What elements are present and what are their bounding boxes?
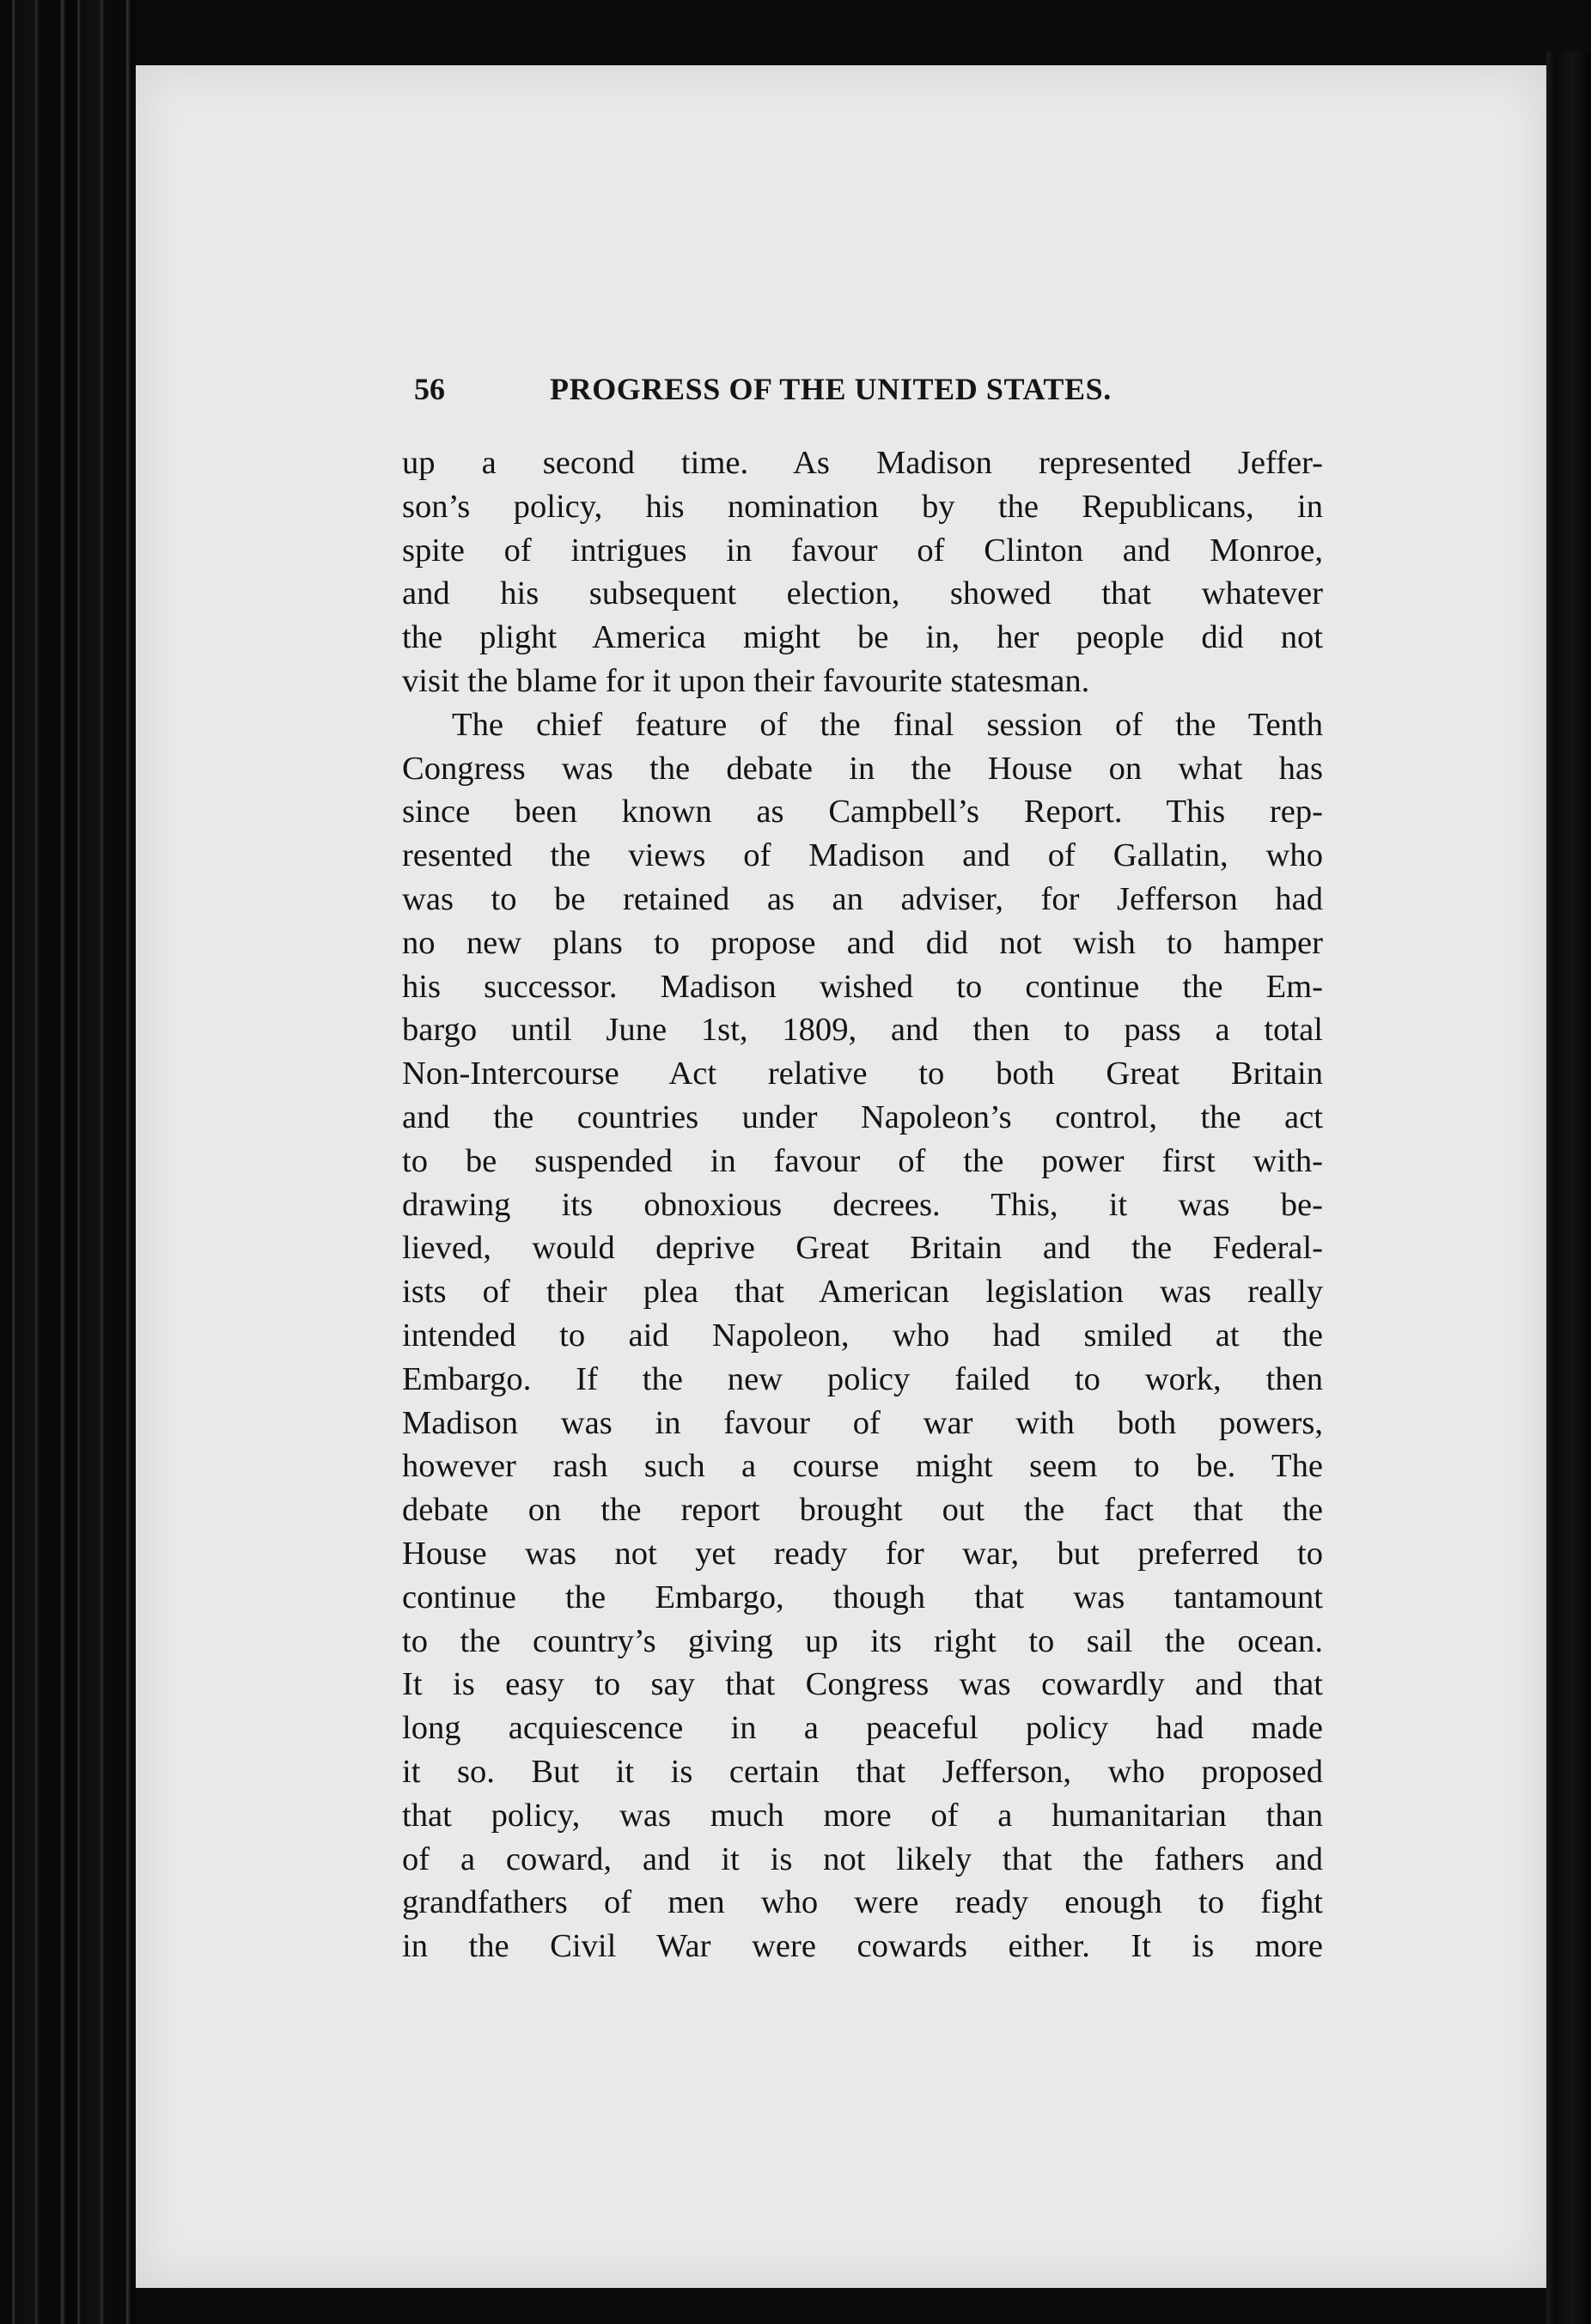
text-line: debate on the report brought out the fact that the	[402, 1492, 1323, 1529]
body-text	[402, 441, 1323, 1968]
text-line: that policy, was much more of a humanitarian than	[402, 1797, 1323, 1834]
text-line: it so. But it is certain that Jefferson, who proposed	[402, 1753, 1323, 1790]
text-line: in the Civil War were cowards either. It is more	[402, 1928, 1323, 1965]
text-line: ists of their plea that American legislation was really	[402, 1274, 1323, 1311]
text-line: and his subsequent election, showed that whatever	[402, 575, 1323, 612]
text-line: Congress was the debate in the House on what has	[402, 750, 1323, 787]
text-line: and the countries under Napoleon’s control, the act	[402, 1098, 1323, 1135]
text-line: Embargo. If the new policy failed to work, then	[402, 1360, 1323, 1397]
text-line: to be suspended in favour of the power first with-	[402, 1142, 1323, 1179]
text-line: resented the views of Madison and of Gallatin, who	[402, 837, 1323, 874]
text-line: drawing its obnoxious decrees. This, it was be-	[402, 1186, 1323, 1223]
text-line: to the country’s giving up its right to sail the ocean.	[402, 1622, 1323, 1659]
text-line: Non-Intercourse Act relative to both Great Britain	[402, 1056, 1323, 1092]
text-line: since been known as Campbell’s Report. This rep-	[402, 794, 1323, 830]
text-line: was to be retained as an adviser, for Jefferson had	[402, 880, 1323, 917]
text-line: visit the blame for it upon their favourite statesman.	[402, 662, 1090, 699]
text-line: son’s policy, his nomination by the Republicans, in	[402, 488, 1323, 525]
text-line: his successor. Madison wished to continue the Em-	[402, 968, 1323, 1005]
text-line: Madison was in favour of war with both powers,	[402, 1404, 1323, 1441]
book-binding-edge	[0, 0, 137, 2324]
text-line: spite of intrigues in favour of Clinton and Monroe,	[402, 532, 1323, 569]
text-line: bargo until June 1st, 1809, and then to pass a total	[402, 1012, 1323, 1049]
text-line: of a coward, and it is not likely that the fathers and	[402, 1840, 1323, 1877]
paragraph-2	[402, 703, 1323, 1968]
page-number: 56	[414, 372, 445, 406]
text-line: no new plans to propose and did not wish to hamper	[402, 924, 1323, 961]
paragraph-1	[402, 441, 1323, 703]
page-header	[414, 371, 1204, 423]
text-line: The chief feature of the final session of the Tenth	[452, 706, 1323, 743]
text-line: long acquiescence in a peaceful policy had made	[402, 1710, 1323, 1747]
text-line: the plight America might be in, her people did not	[402, 619, 1323, 656]
text-line: intended to aid Napoleon, who had smiled at the	[402, 1317, 1323, 1354]
text-line: House was not yet ready for war, but preferred to	[402, 1535, 1323, 1572]
text-line: however rash such a course might seem to be. The	[402, 1448, 1323, 1485]
text-line: lieved, would deprive Great Britain and the Federal-	[402, 1230, 1323, 1267]
scan-border-right	[1546, 52, 1591, 2324]
text-line: grandfathers of men who were ready enough to fight	[402, 1884, 1323, 1921]
running-title: PROGRESS OF THE UNITED STATES.	[550, 372, 1112, 406]
text-line: continue the Embargo, though that was tantamount	[402, 1579, 1323, 1615]
text-line: It is easy to say that Congress was cowardly and that	[402, 1666, 1323, 1703]
text-line: up a second time. As Madison represented Jeffer-	[402, 445, 1323, 481]
